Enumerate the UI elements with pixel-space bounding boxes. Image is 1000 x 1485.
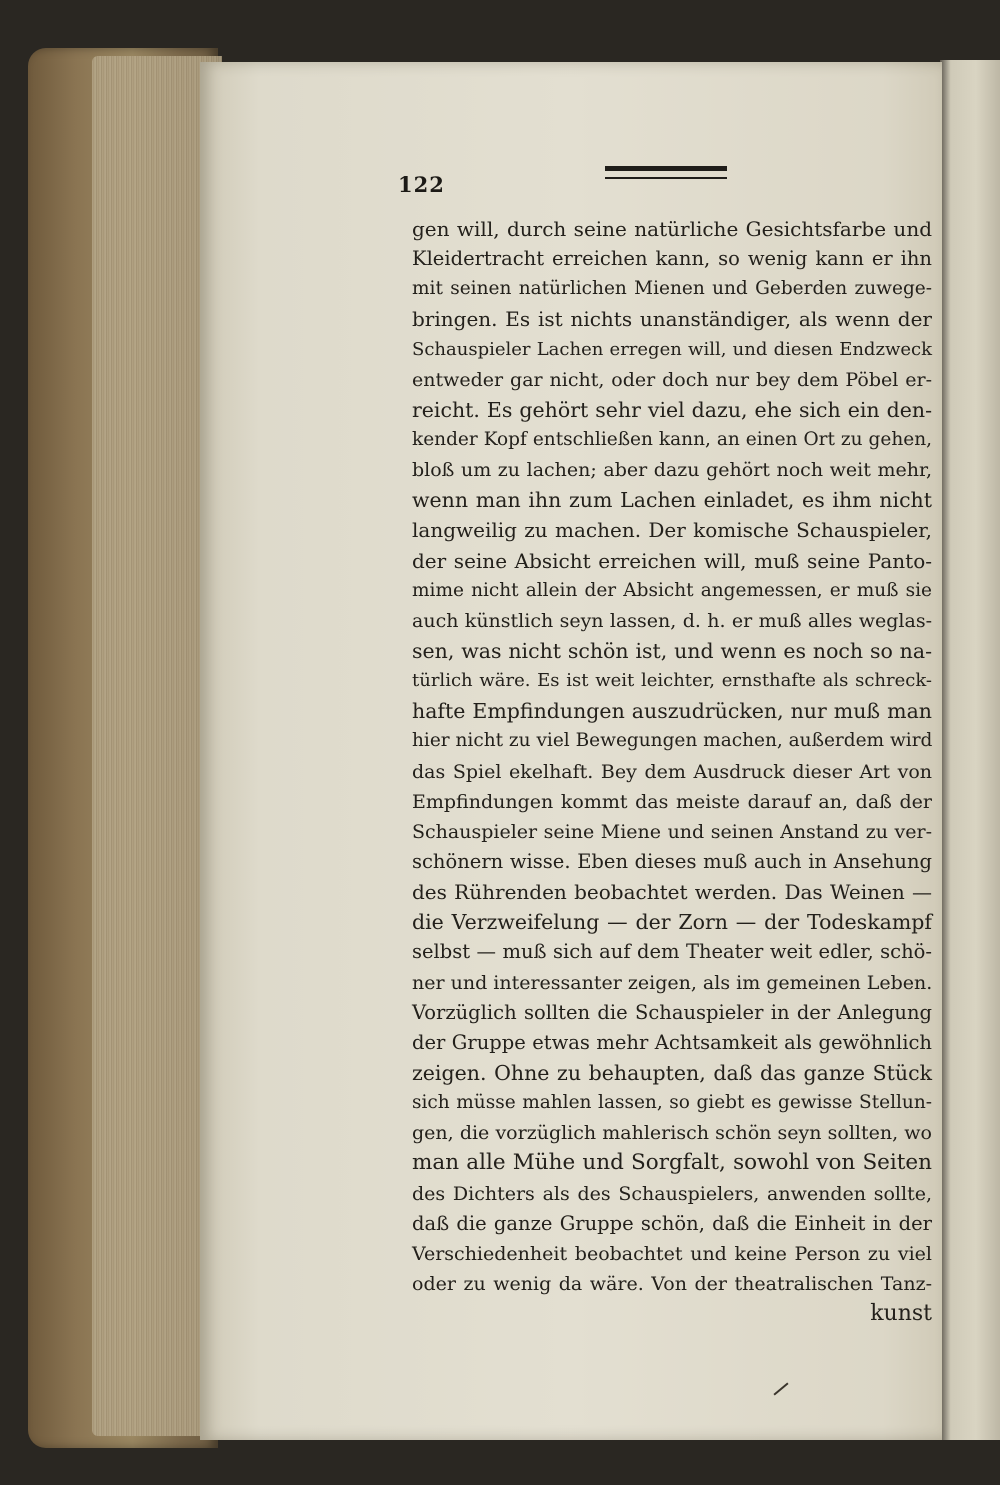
text-line: auch künstlich seyn lassen, d. h. er muß alles weglas- bbox=[412, 609, 932, 632]
page-number: 122 bbox=[398, 172, 445, 197]
text-line: Kleidertracht erreichen kann, so wenig kann er ihn bbox=[412, 247, 932, 271]
text-line: man alle Mühe und Sorgfalt, sowohl von Seiten bbox=[412, 1150, 932, 1176]
text-line: die Verzweifelung — der Zorn — der Todeskampf bbox=[412, 910, 932, 935]
text-line: hafte Empfindungen auszudrücken, nur muß man bbox=[412, 699, 932, 724]
text-line: schönern wisse. Eben dieses muß auch in Ansehung bbox=[412, 849, 932, 873]
text-line: reicht. Es gehört sehr viel dazu, ehe sich ein den- bbox=[412, 397, 932, 422]
text-line: mime nicht allein der Absicht angemessen, er muß sie bbox=[412, 579, 932, 601]
facing-page-edge bbox=[940, 60, 1000, 1440]
text-line: wenn man ihn zum Lachen einladet, es ihm nicht bbox=[412, 488, 932, 513]
text-line: Vorzüglich sollten die Schauspieler in der Anlegung bbox=[412, 1000, 932, 1024]
body-text bbox=[412, 214, 932, 1329]
text-line: der seine Absicht erreichen will, muß seine Panto- bbox=[412, 548, 932, 573]
text-line: sen, was nicht schön ist, und wenn es noch so na- bbox=[412, 638, 932, 663]
text-line: Verschiedenheit beobachtet und keine Person zu viel bbox=[412, 1242, 932, 1265]
text-line: Schauspieler Lachen erregen will, und diesen Endzweck bbox=[412, 338, 932, 360]
text-line: der Gruppe etwas mehr Achtsamkeit als gewöhnlich bbox=[412, 1030, 932, 1054]
text-line: selbst — muß sich auf dem Theater weit edler, schö- bbox=[412, 940, 932, 964]
text-line: entweder gar nicht, oder doch nur bey dem Pöbel er- bbox=[412, 368, 932, 391]
text-line: das Spiel ekelhaft. Bey dem Ausdruck dieser Art von bbox=[412, 760, 932, 783]
text-line: langweilig zu machen. Der komische Schauspieler, bbox=[412, 518, 932, 543]
text-line: des Dichters als des Schauspielers, anwenden sollte, bbox=[412, 1182, 932, 1205]
text-line: ner und interessanter zeigen, als im gemeinen Leben. bbox=[412, 971, 933, 994]
text-line: gen will, durch seine natürliche Gesichtsfarbe und bbox=[412, 217, 932, 241]
text-line: bloß um zu lachen; aber dazu gehört noch weit mehr, bbox=[412, 459, 932, 482]
header-rule bbox=[605, 166, 727, 179]
text-line: mit seinen natürlichen Mienen und Geberden zuwege- bbox=[412, 278, 932, 300]
catchword: kunst bbox=[870, 1301, 932, 1327]
text-line: daß die ganze Gruppe schön, daß die Einheit in der bbox=[412, 1211, 932, 1235]
text-line: Empfindungen kommt das meiste darauf an, daß der bbox=[412, 790, 932, 813]
text-line: bringen. Es ist nichts unanständiger, als wenn der bbox=[412, 307, 932, 332]
text-line: gen, die vorzüglich mahlerisch schön seyn sollten, wo bbox=[412, 1122, 932, 1145]
text-line: sich müsse mahlen lassen, so giebt es gewisse Stellun- bbox=[412, 1092, 932, 1114]
text-line: zeigen. Ohne zu behaupten, daß das ganze Stück bbox=[412, 1060, 932, 1085]
text-line: kender Kopf entschließen kann, an einen Ort zu gehen, bbox=[412, 428, 932, 450]
text-line: Schauspieler seine Miene und seinen Anstand zu ver- bbox=[412, 820, 932, 843]
text-line: des Rührenden beobachtet werden. Das Weinen — bbox=[412, 880, 932, 905]
text-line: oder zu wenig da wäre. Von der theatralischen Tanz- bbox=[412, 1272, 932, 1295]
text-line: hier nicht zu viel Bewegungen machen, außerdem wird bbox=[412, 730, 933, 752]
text-line: türlich wäre. Es ist weit leichter, ernsthafte als schreck- bbox=[412, 670, 932, 692]
